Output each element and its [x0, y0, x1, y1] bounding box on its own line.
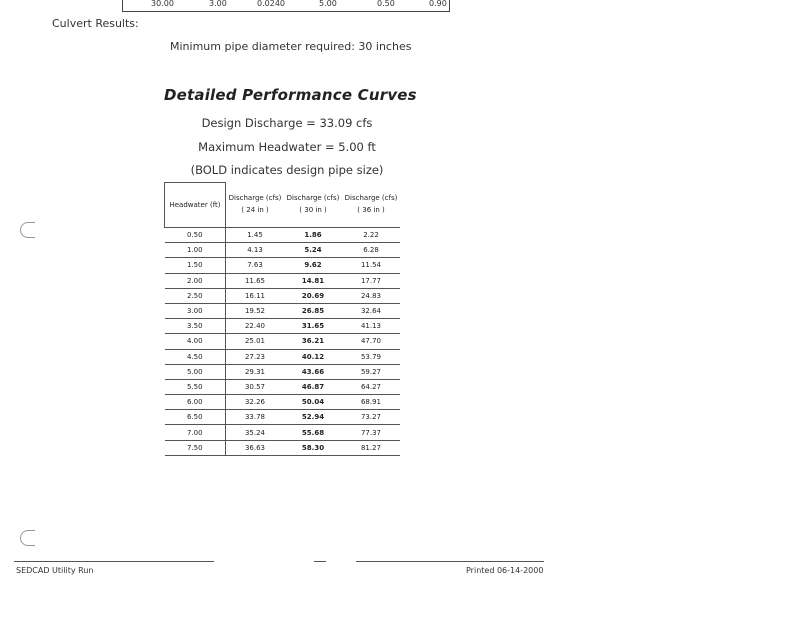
binder-hole-mark: [20, 530, 35, 546]
discharge-cell: 11.54: [342, 258, 400, 273]
discharge-cell: 1.45: [226, 228, 285, 243]
table-row: [165, 273, 401, 288]
discharge-cell: 4.13: [226, 243, 285, 258]
discharge-cell: 14.81: [284, 273, 342, 288]
headwater-cell: 2.50: [165, 288, 226, 303]
discharge-cell: 73.27: [342, 410, 400, 425]
discharge-cell: 53.79: [342, 349, 400, 364]
discharge-36in-column-header: [342, 183, 400, 228]
culvert-results-heading: Culvert Results:: [52, 17, 139, 30]
discharge-cell: 46.87: [284, 379, 342, 394]
minimum-pipe-diameter-text: Minimum pipe diameter required: 30 inches: [170, 40, 412, 53]
discharge-cell: 27.23: [226, 349, 285, 364]
discharge-cell: 30.57: [226, 379, 285, 394]
discharge-cell: 81.27: [342, 440, 400, 455]
table-row: [165, 395, 401, 410]
table-row: [165, 349, 401, 364]
discharge-cell: 6.28: [342, 243, 400, 258]
design-discharge-text: Design Discharge = 33.09 cfs: [201, 116, 373, 130]
headwater-cell: 7.00: [165, 425, 226, 440]
discharge-cell: 1.86: [284, 228, 342, 243]
table-row: [165, 288, 401, 303]
column-pipe-size: ( 30 in ): [299, 206, 327, 215]
discharge-cell: 2.22: [342, 228, 400, 243]
discharge-cell: 7.63: [226, 258, 285, 273]
column-pipe-size: ( 36 in ): [357, 206, 385, 215]
discharge-cell: 11.65: [226, 273, 285, 288]
column-pipe-size: ( 24 in ): [241, 206, 269, 215]
discharge-cell: 77.37: [342, 425, 400, 440]
discharge-cell: 32.26: [226, 395, 285, 410]
table-row: [165, 440, 401, 455]
binder-hole-mark: [20, 222, 35, 238]
maximum-headwater-text: Maximum Headwater = 5.00 ft: [198, 140, 376, 154]
table-row: [165, 334, 401, 349]
discharge-cell: 41.13: [342, 319, 400, 334]
headwater-cell: 4.00: [165, 334, 226, 349]
discharge-cell: 32.64: [342, 303, 400, 318]
discharge-cell: 52.94: [284, 410, 342, 425]
discharge-cell: 64.27: [342, 379, 400, 394]
table-header-row: [165, 183, 401, 228]
top-value: 0.90: [429, 0, 447, 8]
headwater-cell: 3.00: [165, 303, 226, 318]
performance-curves-title: Detailed Performance Curves: [164, 86, 417, 104]
headwater-cell: 2.00: [165, 273, 226, 288]
table-row: [165, 228, 401, 243]
discharge-24in-column-header: [226, 183, 285, 228]
column-label: Discharge (cfs): [228, 194, 282, 203]
table-row: [165, 425, 401, 440]
headwater-cell: 5.50: [165, 379, 226, 394]
column-label: Discharge (cfs): [286, 194, 340, 203]
table-row: [165, 303, 401, 318]
discharge-cell: 26.85: [284, 303, 342, 318]
footer-rule: [314, 561, 326, 562]
discharge-cell: 29.31: [226, 364, 285, 379]
table-row: [165, 410, 401, 425]
top-value: 30.00: [151, 0, 174, 8]
footer-program-name: SEDCAD Utility Run: [16, 566, 94, 575]
table-row: [165, 243, 401, 258]
discharge-cell: 31.65: [284, 319, 342, 334]
discharge-cell: 50.04: [284, 395, 342, 410]
headwater-cell: 6.00: [165, 395, 226, 410]
discharge-cell: 22.40: [226, 319, 285, 334]
discharge-30in-column-header: [284, 183, 342, 228]
discharge-cell: 68.91: [342, 395, 400, 410]
discharge-cell: 47.70: [342, 334, 400, 349]
headwater-cell: 0.50: [165, 228, 226, 243]
table-row: [165, 379, 401, 394]
discharge-cell: 19.52: [226, 303, 285, 318]
headwater-cell: 6.50: [165, 410, 226, 425]
table-row: [165, 319, 401, 334]
discharge-cell: 43.66: [284, 364, 342, 379]
discharge-cell: 58.30: [284, 440, 342, 455]
headwater-cell: 1.00: [165, 243, 226, 258]
bold-note-text: (BOLD indicates design pipe size): [190, 163, 384, 177]
discharge-cell: 36.21: [284, 334, 342, 349]
discharge-cell: 33.78: [226, 410, 285, 425]
footer-rule: [356, 561, 544, 562]
top-value: 0.0240: [257, 0, 285, 8]
top-value: 0.50: [377, 0, 395, 8]
discharge-cell: 36.63: [226, 440, 285, 455]
performance-curves-table: [164, 182, 400, 456]
table-row: [165, 258, 401, 273]
discharge-cell: 16.11: [226, 288, 285, 303]
headwater-cell: 1.50: [165, 258, 226, 273]
discharge-cell: 35.24: [226, 425, 285, 440]
headwater-cell: 5.00: [165, 364, 226, 379]
discharge-cell: 25.01: [226, 334, 285, 349]
headwater-cell: 7.50: [165, 440, 226, 455]
top-value: 3.00: [209, 0, 227, 8]
discharge-cell: 17.77: [342, 273, 400, 288]
discharge-cell: 24.83: [342, 288, 400, 303]
discharge-cell: 20.69: [284, 288, 342, 303]
discharge-cell: 40.12: [284, 349, 342, 364]
column-label: Discharge (cfs): [344, 194, 398, 203]
footer-print-date: Printed 06-14-2000: [466, 566, 544, 575]
table-row: [165, 364, 401, 379]
headwater-column-header: Headwater (ft): [165, 183, 226, 228]
discharge-cell: 9.62: [284, 258, 342, 273]
discharge-cell: 5.24: [284, 243, 342, 258]
headwater-cell: 3.50: [165, 319, 226, 334]
top-value: 5.00: [319, 0, 337, 8]
previous-table-fragment: [122, 0, 450, 12]
headwater-cell: 4.50: [165, 349, 226, 364]
discharge-cell: 59.27: [342, 364, 400, 379]
discharge-cell: 55.68: [284, 425, 342, 440]
footer-rule: [14, 561, 214, 562]
table-body: [165, 228, 401, 456]
